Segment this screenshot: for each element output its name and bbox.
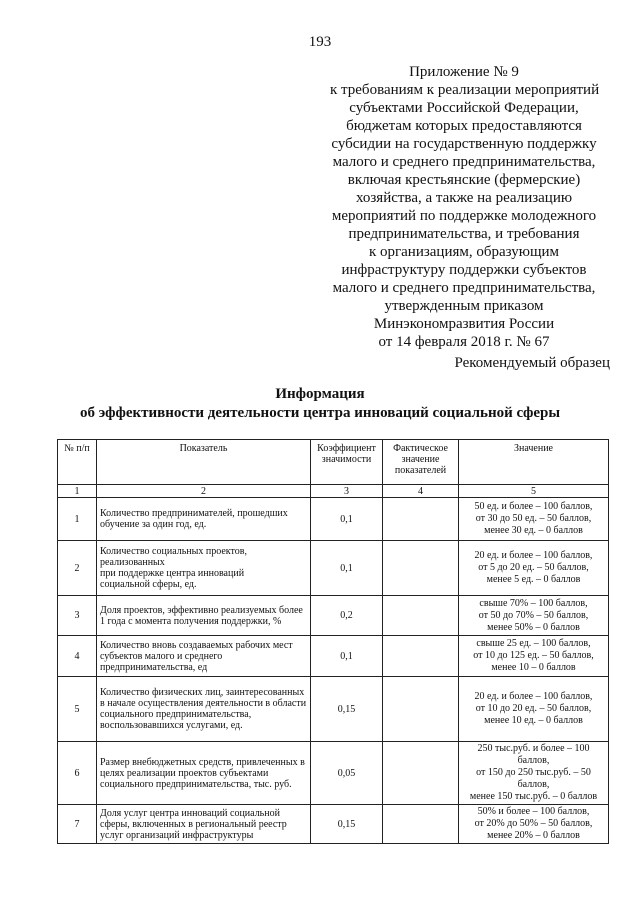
value-line: менее 10 – 0 баллов [491, 662, 576, 673]
value-line: менее 30 ед. – 0 баллов [484, 525, 583, 536]
row-number: 5 [58, 677, 97, 742]
value-cell [459, 596, 609, 636]
actual-value-cell [383, 805, 459, 844]
actual-value-cell [383, 636, 459, 677]
value-cell [459, 742, 609, 805]
indicator-line: при поддержке центра инноваций [100, 568, 245, 579]
coefficient-cell: 0,15 [311, 805, 383, 844]
value-line: менее 10 ед. – 0 баллов [484, 715, 583, 726]
column-number: 4 [383, 485, 459, 498]
indicator-line: Количество социальных проектов, [100, 546, 247, 557]
row-number: 6 [58, 742, 97, 805]
value-line: от 50 до 70% – 50 баллов, [478, 609, 589, 621]
value-line: от 30 до 50 ед. – 50 баллов, [475, 513, 592, 524]
appendix-line: Минэкономразвития России [373, 316, 555, 332]
document-title [0, 385, 640, 423]
appendix-line: хозяйства, а также на реализацию [355, 190, 573, 206]
value-line: от 10 до 125 ед. – 50 баллов, [473, 650, 594, 661]
table-row [58, 805, 609, 844]
appendix-line: утвержденным приказом [384, 298, 544, 314]
coefficient-cell: 0,1 [311, 636, 383, 677]
value-line: 50 ед. и более – 100 баллов, [474, 501, 593, 512]
indicator-cell: Доля услуг центра инноваций социальной сферы, включенных в региональный реестр услуг организаций инфраструктуры [97, 805, 311, 844]
appendix-line: включая крестьянские (фермерские) [347, 172, 581, 188]
indicator-cell: Размер внебюджетных средств, привлеченных в целях реализации проектов субъектами социального предпринимательства, тыс. руб. [97, 742, 311, 805]
row-number: 4 [58, 636, 97, 677]
value-line: менее 5 ед. – 0 баллов [486, 574, 581, 585]
value-line: от 20% до 50% – 50 баллов, [474, 818, 593, 829]
value-line: менее 150 тыс.руб. – 0 баллов [469, 791, 598, 802]
column-numbers-row [58, 485, 609, 498]
indicator-cell: Доля проектов, эффективно реализуемых более 1 года с момента получения поддержки, % [97, 596, 311, 636]
value-line: от 5 до 20 ед. – 50 баллов, [478, 562, 589, 573]
actual-value-cell [383, 596, 459, 636]
appendix-line: инфраструктуру поддержки субъектов [341, 262, 587, 278]
table-row [58, 596, 609, 636]
appendix-line: предпринимательства, и требования [348, 226, 580, 242]
appendix-line: к требованиям к реализации мероприятий [330, 82, 600, 98]
appendix-header [330, 63, 598, 351]
value-line: свыше 70% – 100 баллов, [479, 597, 588, 609]
value-cell [459, 498, 609, 541]
column-number: 5 [459, 485, 609, 498]
appendix-line: малого и среднего предпринимательства, [332, 280, 596, 296]
row-number: 2 [58, 541, 97, 596]
recommended-sample-label: Рекомендуемый образец [454, 355, 610, 371]
value-line: менее 50% – 0 баллов [487, 621, 580, 633]
row-number: 7 [58, 805, 97, 844]
indicator-line: реализованных [100, 557, 165, 568]
coefficient-cell: 0,05 [311, 742, 383, 805]
coefficient-cell: 0,1 [311, 498, 383, 541]
coefficient-cell: 0,2 [311, 596, 383, 636]
coefficient-cell: 0,15 [311, 677, 383, 742]
title-line-1: Информация [275, 386, 365, 402]
efficiency-table [57, 439, 609, 844]
value-line: менее 20% – 0 баллов [487, 830, 580, 841]
indicator-line: социальной сферы, ед. [100, 579, 197, 590]
table-row [58, 636, 609, 677]
value-line: от 10 до 20 ед. – 50 баллов, [475, 703, 592, 714]
table-header-row [58, 440, 609, 485]
indicator-cell: Количество физических лиц, заинтересованных в начале осуществления деятельности в области социального предпринимательства, воспользовавшихся услугами, ед. [97, 677, 311, 742]
row-number: 1 [58, 498, 97, 541]
header-actual-value: Фактическое значение показателей [383, 440, 459, 485]
header-num: № п/п [58, 440, 97, 485]
indicator-cell: Количество предпринимателей, прошедших обучение за один год, ед. [97, 498, 311, 541]
coefficient-cell: 0,1 [311, 541, 383, 596]
value-line: 20 ед. и более – 100 баллов, [474, 691, 593, 702]
table-row [58, 498, 609, 541]
appendix-line: малого и среднего предпринимательства, [332, 154, 596, 170]
value-line: 50% и более – 100 баллов, [477, 806, 590, 817]
appendix-line: к организациям, образующим [368, 244, 560, 260]
column-number: 1 [58, 485, 97, 498]
value-line: 20 ед. и более – 100 баллов, [474, 550, 593, 561]
appendix-line: Приложение № 9 [409, 64, 519, 80]
actual-value-cell [383, 742, 459, 805]
actual-value-cell [383, 677, 459, 742]
appendix-line: мероприятий по поддержке молодежного [331, 208, 597, 224]
value-cell [459, 541, 609, 596]
header-value: Значение [459, 440, 609, 485]
appendix-line: субсидии на государственную поддержку [331, 136, 597, 152]
column-number: 2 [97, 485, 311, 498]
actual-value-cell [383, 541, 459, 596]
value-cell [459, 636, 609, 677]
appendix-line: бюджетам которых предоставляются [346, 118, 582, 134]
indicator-cell: Количество вновь создаваемых рабочих мест субъектов малого и среднего предпринимательства, ед [97, 636, 311, 677]
table-row [58, 742, 609, 805]
value-line: от 150 до 250 тыс.руб. – 50 баллов, [476, 767, 591, 790]
value-cell [459, 805, 609, 844]
title-line-2: об эффективности деятельности центра инноваций социальной сферы [79, 405, 561, 421]
value-cell [459, 677, 609, 742]
row-number: 3 [58, 596, 97, 636]
header-coefficient: Коэффициент значимости [311, 440, 383, 485]
header-indicator: Показатель [97, 440, 311, 485]
actual-value-cell [383, 498, 459, 541]
appendix-line: субъектами Российской Федерации, [349, 100, 579, 116]
value-line: свыше 25 ед. – 100 баллов, [476, 638, 591, 649]
column-number: 3 [311, 485, 383, 498]
table-row [58, 541, 609, 596]
appendix-line: от 14 февраля 2018 г. № 67 [378, 334, 550, 350]
page-number: 193 [308, 34, 332, 50]
indicator-cell [97, 541, 311, 596]
table-row [58, 677, 609, 742]
value-line: 250 тыс.руб. и более – 100 баллов, [477, 743, 590, 766]
